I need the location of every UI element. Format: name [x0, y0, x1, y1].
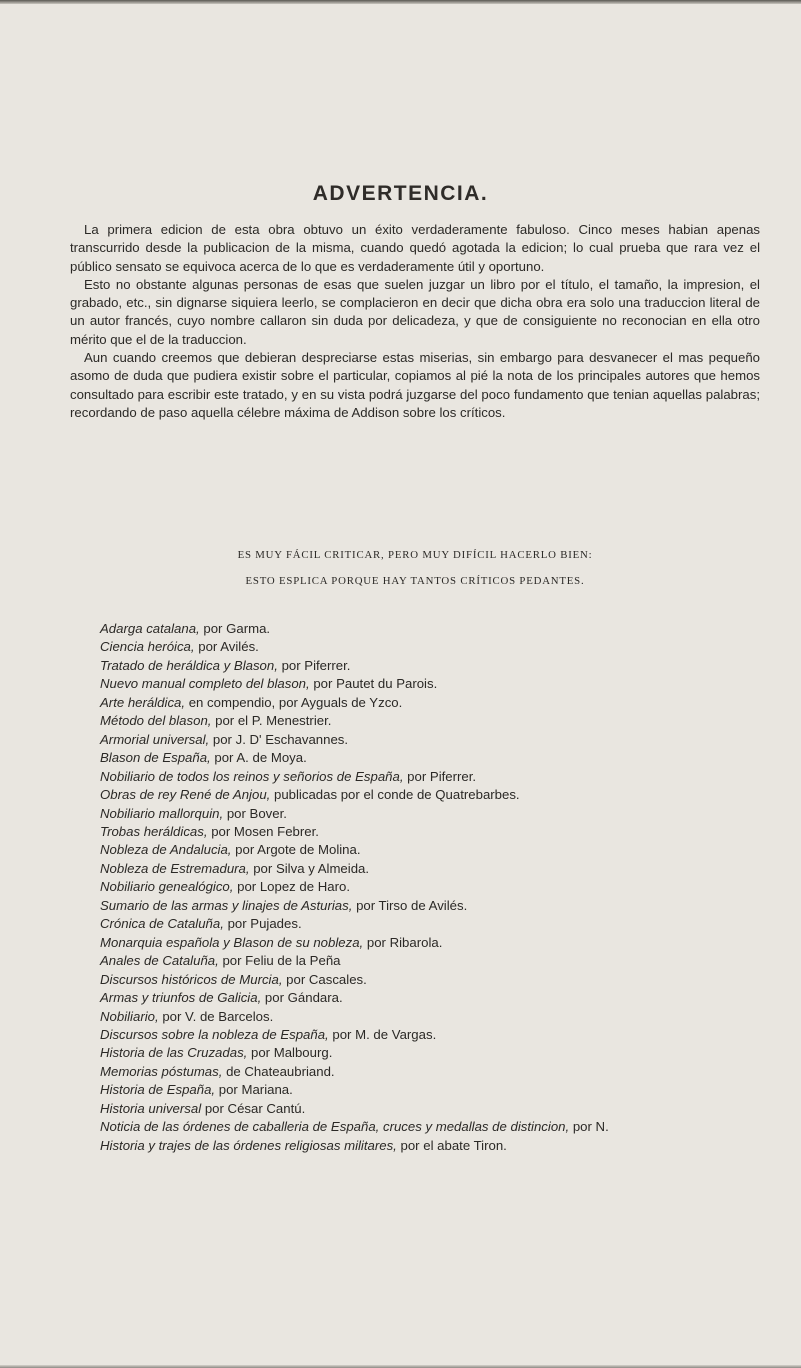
source-entry: [100, 878, 760, 896]
page-title: ADVERTENCIA.: [312, 182, 489, 206]
source-title: Nobiliario genealógico,: [100, 879, 234, 895]
source-author: por J. D' Eschavannes.: [212, 731, 349, 747]
source-entry: [100, 1118, 760, 1136]
source-entry: [100, 860, 760, 878]
source-entry: [100, 1026, 760, 1044]
source-entry: [100, 768, 760, 786]
source-entry: [100, 805, 760, 823]
source-title: Historia de las Cruzadas,: [100, 1045, 248, 1061]
source-title: Nobiliario de todos los reinos y señorios de España,: [100, 768, 404, 784]
source-author: por Silva y Almeida.: [253, 860, 370, 876]
source-entry: [100, 971, 760, 989]
source-entry: [100, 1137, 760, 1155]
source-title: Tratado de heráldica y Blason,: [100, 657, 278, 673]
source-title: Método del blason,: [100, 713, 212, 729]
source-title: Trobas heráldicas,: [100, 823, 208, 839]
source-author: por Lopez de Haro.: [237, 879, 351, 895]
source-title: Nobiliario mallorquin,: [100, 805, 224, 821]
source-entry: [100, 694, 760, 712]
source-title: Blason de España,: [100, 750, 211, 766]
source-author: por M. de Vargas.: [332, 1026, 437, 1042]
source-entry: [100, 915, 760, 933]
source-entry: [100, 712, 760, 730]
source-entry: [100, 1081, 760, 1099]
source-title: Monarquia española y Blason de su nobleza,: [100, 934, 364, 950]
intro-text: [70, 221, 760, 422]
paragraph-3: Aun cuando creemos que debieran despreciarse estas miserias, sin embargo para desvanecer el mas pequeño asomo de duda que pudiera existir sobre el particular, copiamos al pié la nota de los principales autores que hemos consultado para escribir este tratado, y en su vista podrá juzgarse del poco fundamento que tenian aquellas palabras; recordando de paso aquella célebre máxima de Addison sobre los críticos.: [70, 350, 760, 420]
source-entry: [100, 786, 760, 804]
paragraph-1: La primera edicion de esta obra obtuvo un éxito verdaderamente fabuloso. Cinco meses habian apenas transcurrido desde la publicacion de la misma, cuando quedó agotada la edicion; lo cual prueba que rara vez el público sensato se equivoca acerca de lo que es verdaderamente útil y oportuno.: [70, 222, 760, 274]
source-title: Historia universal: [100, 1100, 202, 1116]
source-title: Sumario de las armas y linajes de Asturias,: [100, 897, 353, 913]
source-title: Adarga catalana,: [100, 621, 200, 636]
source-author: por Piferrer.: [407, 768, 477, 784]
source-author: por Tirso de Avilés.: [356, 897, 468, 913]
source-title: Arte heráldica,: [100, 694, 186, 710]
source-title: Memorias póstumas,: [100, 1063, 223, 1079]
source-author: por Ribarola.: [366, 934, 443, 950]
source-author: publicadas por el conde de Quatrebarbes.: [274, 787, 520, 803]
source-author: en compendio, por Ayguals de Yzco.: [188, 694, 403, 710]
source-author: por Pautet du Parois.: [313, 676, 438, 692]
source-entry: [100, 1008, 760, 1026]
source-entry: [100, 1044, 760, 1062]
source-author: por Malbourg.: [251, 1045, 333, 1061]
source-author: por Gándara.: [264, 990, 343, 1006]
source-title: Armorial universal,: [100, 731, 210, 747]
source-title: Nuevo manual completo del blason,: [100, 676, 310, 692]
source-entry: [100, 675, 760, 693]
source-author: por Bover.: [226, 805, 287, 821]
source-author: por César Cantú.: [204, 1100, 306, 1116]
source-entry: [100, 897, 760, 915]
source-author: por V. de Barcelos.: [162, 1008, 274, 1024]
source-author: por Pujades.: [227, 916, 302, 932]
source-author: por N.: [572, 1119, 609, 1135]
source-author: por el abate Tiron.: [400, 1137, 507, 1153]
source-author: por Avilés.: [198, 639, 259, 655]
source-author: por Cascales.: [286, 971, 367, 987]
paragraph-2: Esto no obstante algunas personas de esas que suelen juzgar un libro por el título, el tamaño, la impresion, el grabado, etc., sin dignarse siquiera leerlo, se complacieron en decir que dicha obra era solo una traduccion literal de un autor francés, cuyo nombre callaron sin duda por delicadeza, y que de consiguiente no reconocian en ella otro mérito que el de la traduccion.: [70, 276, 760, 347]
source-title: Crónica de Cataluña,: [100, 916, 224, 932]
source-title: Nobleza de Andalucia,: [100, 842, 232, 858]
maxim-line-1: ES MUY FÁCIL CRITICAR, PERO MUY DIFÍCIL HACERLO BIEN:: [237, 549, 593, 561]
source-entry: [100, 1100, 760, 1118]
source-title: Armas y triunfos de Galicia,: [100, 990, 262, 1006]
source-entry: [100, 620, 760, 638]
source-title: Obras de rey René de Anjou,: [100, 787, 271, 803]
source-entry: [100, 731, 760, 749]
source-author: por Piferrer.: [281, 657, 351, 673]
source-entry: [100, 638, 760, 656]
source-title: Nobleza de Estremadura,: [100, 860, 250, 876]
source-title: Nobiliario,: [100, 1008, 159, 1024]
source-entry: [100, 1063, 760, 1081]
source-author: de Chateaubriand.: [226, 1063, 335, 1079]
source-title: Ciencia heróica,: [100, 639, 195, 655]
source-title: Discursos sobre la nobleza de España,: [100, 1026, 329, 1042]
source-entry: [100, 841, 760, 859]
source-entry: [100, 823, 760, 841]
source-entry: [100, 749, 760, 767]
source-entry: [100, 989, 760, 1007]
source-title: Anales de Cataluña,: [100, 953, 219, 969]
source-title: Historia de España,: [100, 1082, 216, 1098]
sources-list: [100, 620, 760, 1155]
source-author: por el P. Menestrier.: [215, 713, 332, 729]
source-author: por Garma.: [203, 621, 271, 636]
source-title: Noticia de las órdenes de caballeria de España, cruces y medallas de distincion,: [100, 1119, 570, 1135]
source-entry: [100, 934, 760, 952]
source-entry: [100, 657, 760, 675]
source-title: Discursos históricos de Murcia,: [100, 971, 283, 987]
source-author: por Mosen Febrer.: [211, 823, 319, 839]
source-author: por Argote de Molina.: [235, 842, 361, 858]
source-author: por A. de Moya.: [214, 750, 307, 766]
source-entry: [100, 952, 760, 970]
top-edge-line: [0, 0, 801, 4]
source-author: por Feliu de la Peña: [222, 953, 341, 969]
source-author: por Mariana.: [218, 1082, 293, 1098]
source-title: Historia y trajes de las órdenes religiosas militares,: [100, 1137, 397, 1153]
maxim-line-2: ESTO ESPLICA PORQUE HAY TANTOS CRÍTICOS PEDANTES.: [245, 575, 585, 587]
